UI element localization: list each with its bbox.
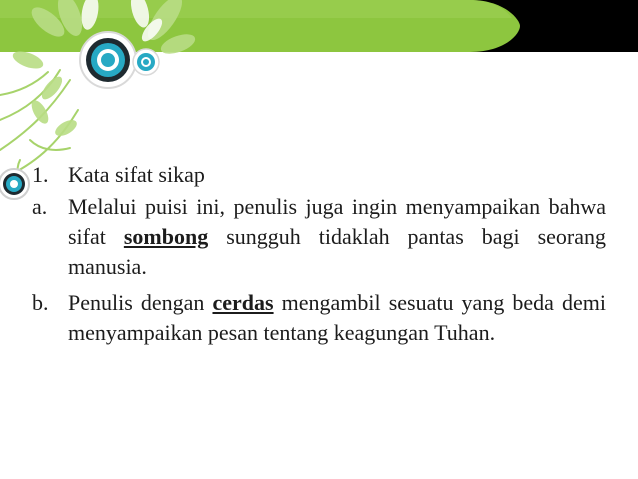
item-text-end: sungguh tidaklah pantas bagi seorang manusia. xyxy=(68,224,606,279)
list-marker: a. xyxy=(32,194,48,219)
list-marker: b. xyxy=(32,290,49,315)
item-text-end: mengambil sesuatu yang beda demi menyampaikan pesan tentang keagungan Tuhan. xyxy=(68,290,606,345)
list-item-a xyxy=(32,192,606,282)
emphasized-word: sombong xyxy=(123,224,209,249)
list-heading-text: Kata sifat sikap xyxy=(68,162,205,187)
item-text-start: Melalui puisi ini, penulis juga ingin menyampaikan bahwa sifat xyxy=(68,194,606,249)
emphasized-word: cerdas xyxy=(212,290,274,315)
list-heading xyxy=(32,160,606,190)
circle-ornament xyxy=(0,164,36,204)
slide-content xyxy=(32,160,606,354)
item-text-start: Penulis dengan xyxy=(68,290,213,315)
list-item-b xyxy=(32,288,606,348)
list-number: 1. xyxy=(32,162,49,187)
